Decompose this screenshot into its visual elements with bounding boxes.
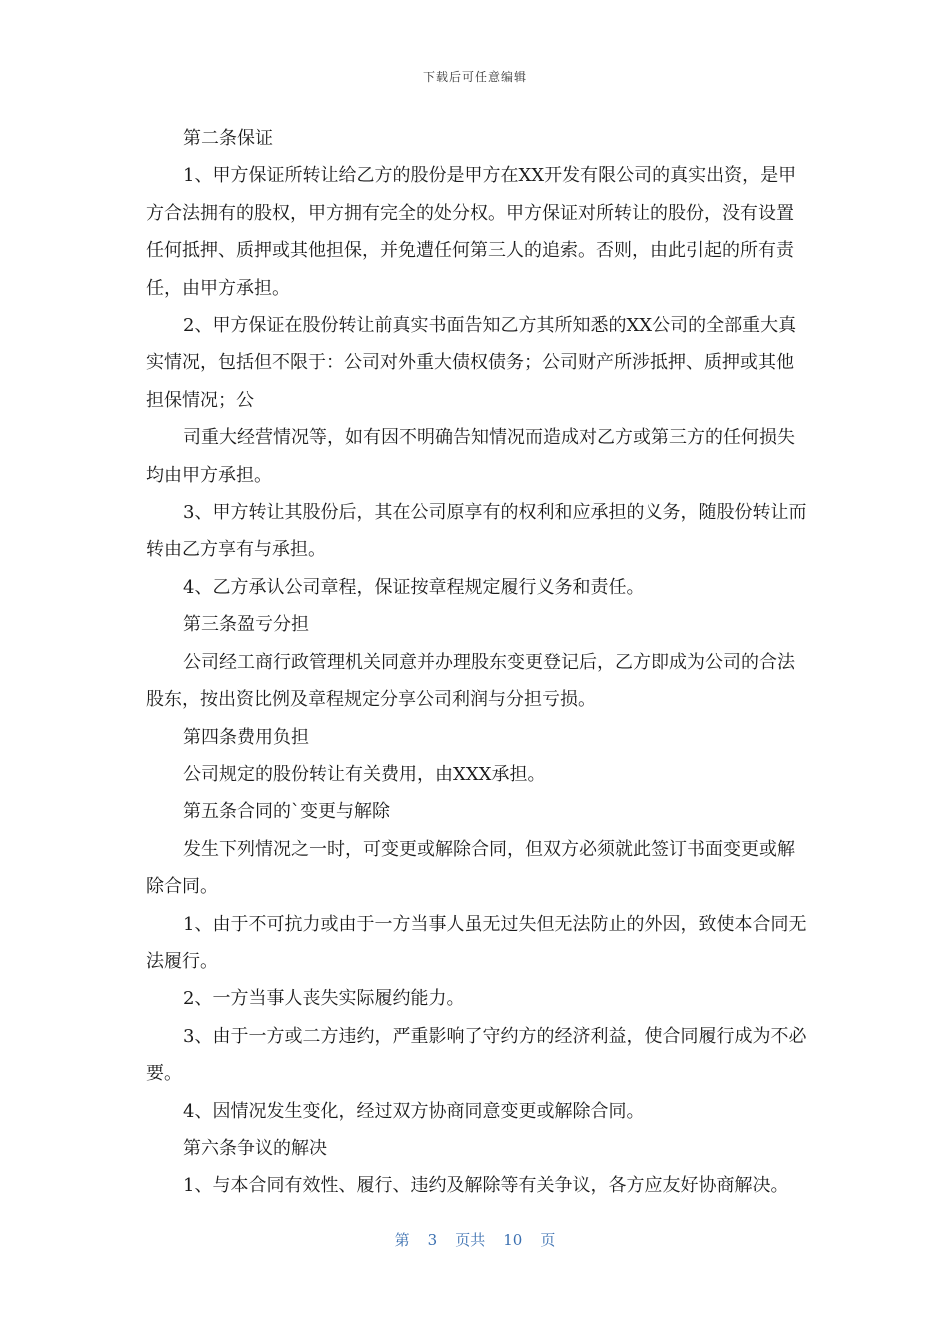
page-footer	[0, 1229, 950, 1250]
paragraph: 发生下列情况之一时，可变更或解除合同，但双方必须就此签订书面变更或解除合同。	[146, 838, 795, 898]
paragraph: 3、甲方转让其股份后，其在公司原享有的权利和应承担的义务，随股份转让而转由乙方享有与承担。	[146, 502, 807, 561]
header-note: 下载后可任意编辑	[422, 70, 527, 84]
footer-total-pages: 10	[503, 1231, 523, 1249]
paragraph: 1、与本合同有效性、履行、违约及解除等有关争议，各方应友好协商解决。	[183, 1175, 789, 1197]
paragraph: 公司规定的股份转让有关费用，由XXX承担。	[183, 763, 546, 785]
section-title-guarantee: 第二条保证	[183, 128, 273, 149]
section-title-fees: 第四条费用负担	[183, 726, 309, 748]
footer-prefix: 第	[394, 1231, 410, 1249]
paragraph: 1、由于不可抗力或由于一方当事人虽无过失但无法防止的外因，致使本合同无法履行。	[146, 913, 807, 972]
paragraph: 司重大经营情况等，如有因不明确告知情况而造成对乙方或第三方的任何损失均由甲方承担。	[146, 427, 795, 486]
section-title-dispute: 第六条争议的解决	[183, 1137, 327, 1159]
section-title-profit-loss: 第三条盈亏分担	[183, 614, 309, 636]
paragraph: 4、因情况发生变化，经过双方协商同意变更或解除合同。	[183, 1100, 645, 1122]
paragraph: 3、由于一方或二方违约，严重影响了守约方的经济利益，使合同履行成为不必要。	[146, 1025, 807, 1085]
section-title-change-termination: 第五条合同的`变更与解除	[183, 801, 390, 823]
footer-middle: 页共	[455, 1231, 486, 1249]
paragraph: 2、一方当事人丧失实际履约能力。	[183, 988, 465, 1010]
document-body	[146, 120, 810, 1205]
footer-suffix: 页	[540, 1231, 556, 1249]
paragraph: 2、甲方保证在股份转让前真实书面告知乙方其所知悉的XX公司的全部重大真实情况，包括但不限于：公司对外重大债权债务；公司财产所涉抵押、质押或其他担保情况；公	[146, 315, 797, 411]
paragraph: 4、乙方承认公司章程，保证按章程规定履行义务和责任。	[183, 576, 645, 598]
paragraph: 1、甲方保证所转让给乙方的股份是甲方在XX开发有限公司的真实出资，是甲方合法拥有的股权，甲方拥有完全的处分权。甲方保证对所转让的股份，没有设置任何抵押、质押或其他担保，并免遭任何第三人的追索。否则，由此引起的所有责任，由甲方承担。	[146, 165, 797, 299]
paragraph: 公司经工商行政管理机关同意并办理股东变更登记后，乙方即成为公司的合法股东，按出资比例及章程规定分享公司利润与分担亏损。	[146, 651, 795, 711]
footer-page-number: 3	[427, 1231, 438, 1249]
